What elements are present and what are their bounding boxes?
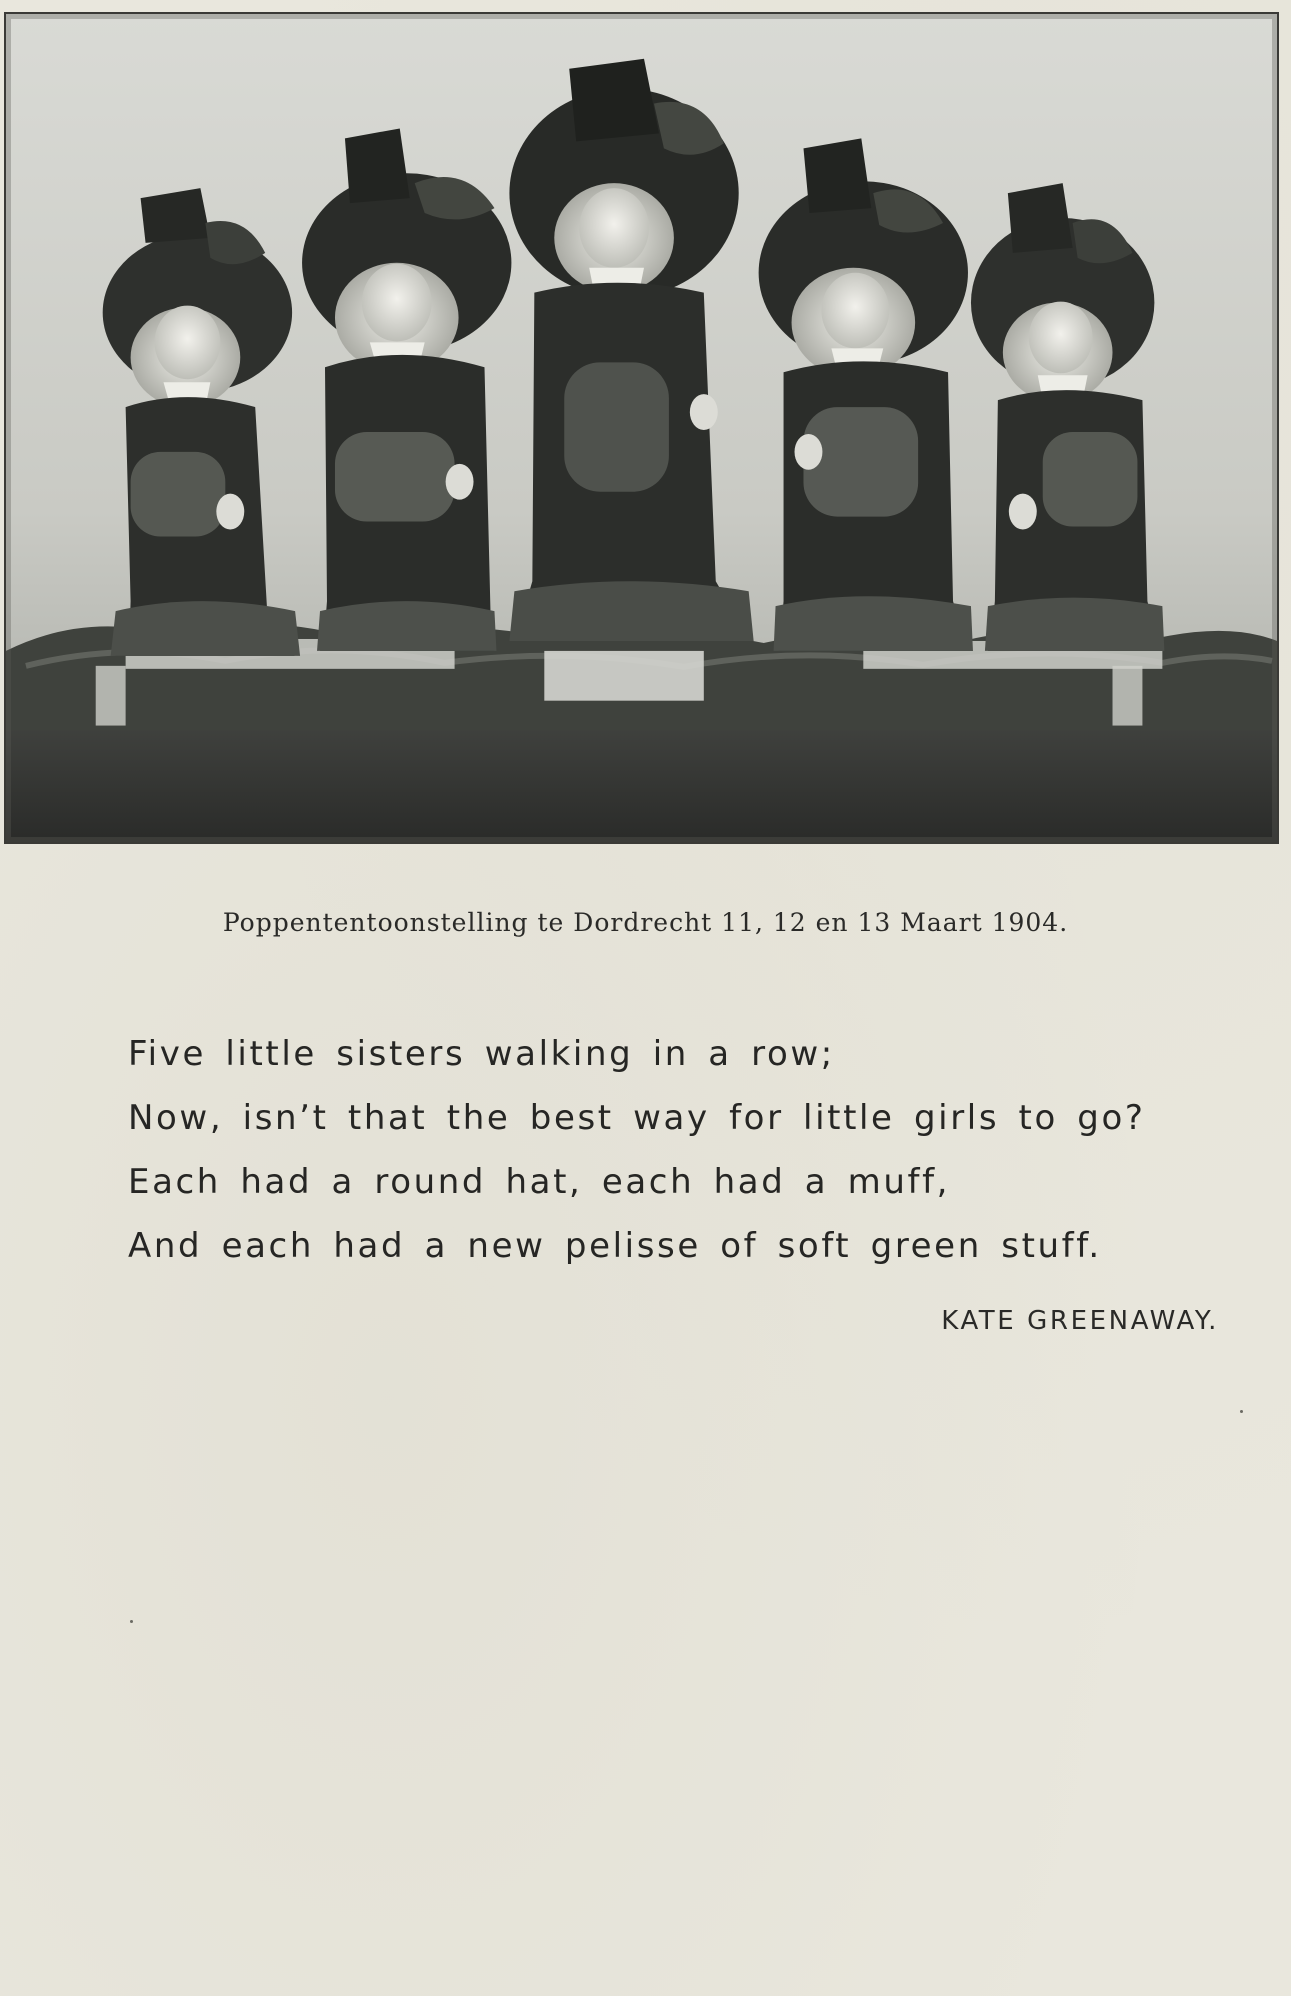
poem-line: And each had a new pelisse of soft green stuff. <box>128 1226 1102 1266</box>
paper-speck <box>130 1620 133 1623</box>
doll-2 <box>302 128 511 650</box>
paper-speck <box>1240 1410 1243 1413</box>
poem-line: Five little sisters walking in a row; <box>128 1034 835 1074</box>
poem-line: Each had a round hat, each had a muff, <box>128 1162 951 1202</box>
doll-4 <box>759 138 973 651</box>
poem-line: Now, isn’t that the best way for little girls to go? <box>128 1098 1146 1138</box>
poem <box>128 1022 1248 1278</box>
dolls-photo-illustration <box>6 14 1277 842</box>
poem-author: KATE GREENAWAY. <box>941 1306 1219 1336</box>
doll-5 <box>971 183 1164 651</box>
photo-caption: Poppententoonstelling te Dordrecht 11, 12 en 13 Maart 1904. <box>222 908 1069 937</box>
photograph-five-dolls <box>4 12 1279 844</box>
